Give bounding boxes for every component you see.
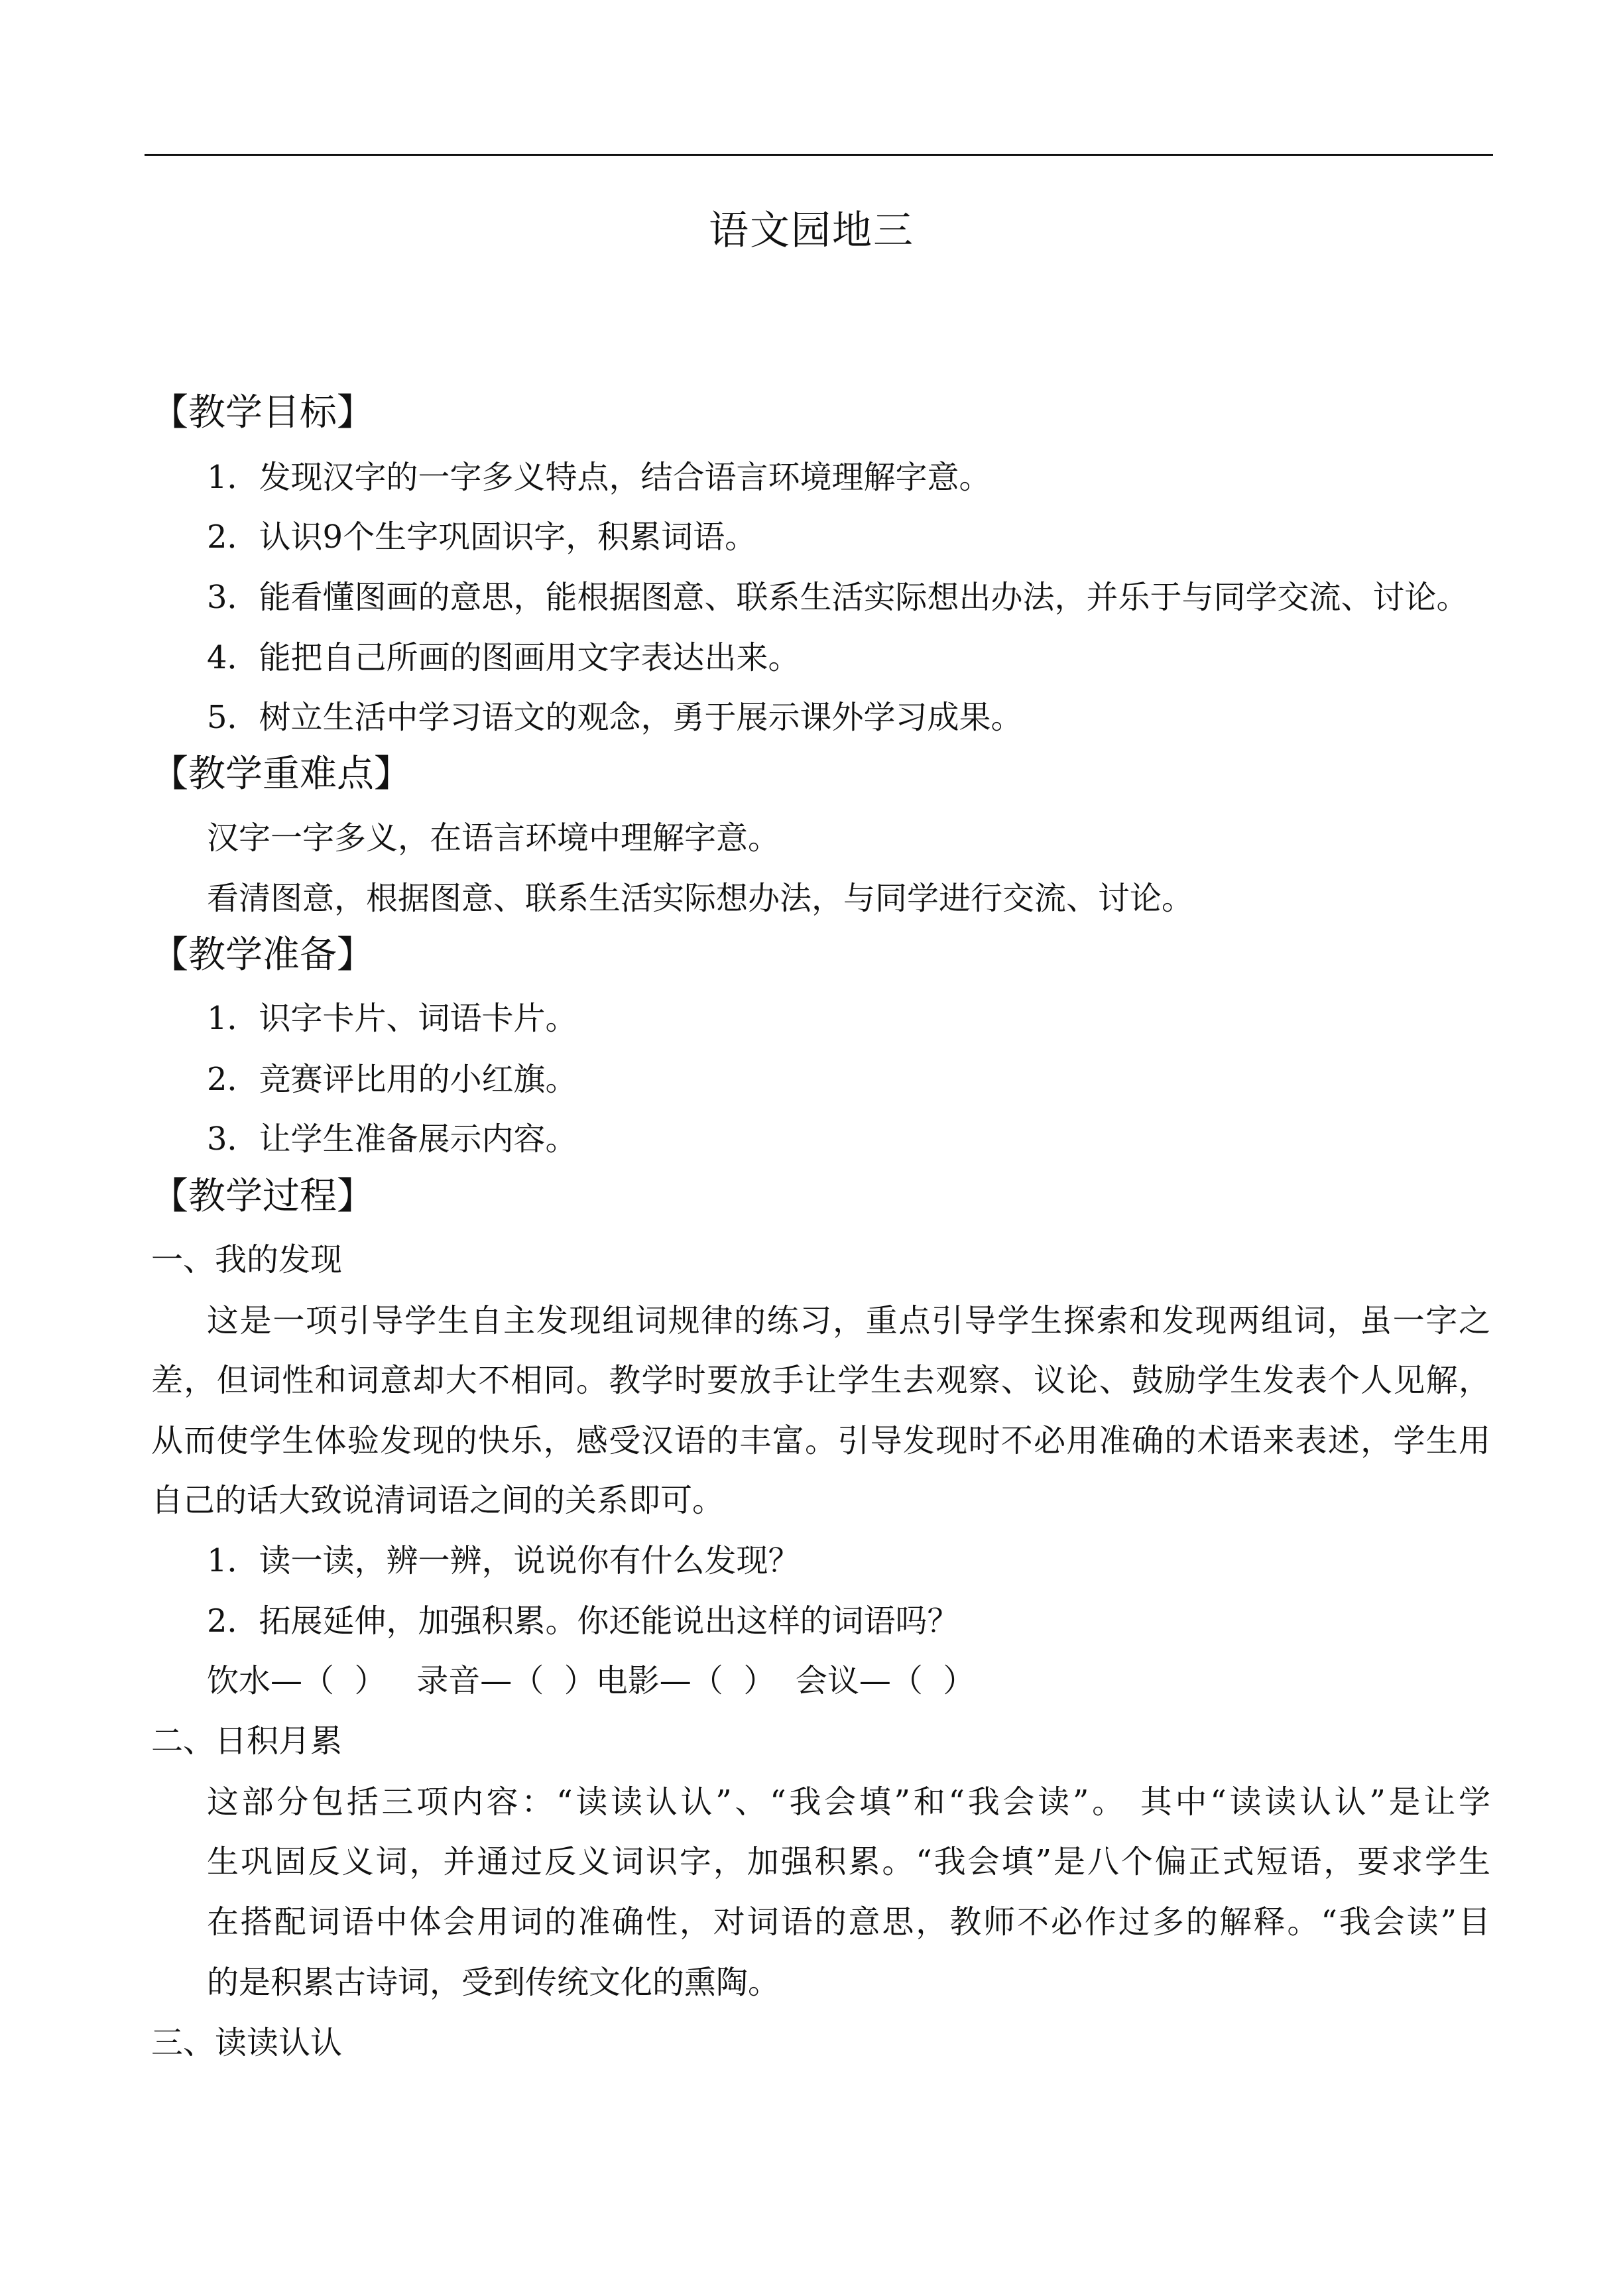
keypoints-heading: 【教学重难点】 [151,753,411,796]
goal-item: 4．能把自己所画的图画用文字表达出来。 [207,639,800,676]
keypoint-item: 汉字一字多义，在语言环境中理解字意。 [207,819,780,857]
section-title: 一、我的发现 [151,1241,343,1278]
paragraph-line: 从而使学生体验发现的快乐，感受汉语的丰富。引导发现时不必用准确的术语来表述，学生用 [151,1422,1490,1459]
paragraph-line: 生巩固反义词，并通过反义词识字，加强积累。“我会填”是八个偏正式短语，要求学生 [207,1843,1490,1880]
process-heading: 【教学过程】 [151,1175,374,1218]
paragraph-line: 这是一项引导学生自主发现组词规律的练习，重点引导学生探索和发现两组词，虽一字之 [207,1302,1490,1339]
paragraph-line: 这部分包括三项内容：“读读认认”、“我会填”和“我会读”。 其中“读读认认”是让学 [207,1783,1490,1821]
goals-heading: 【教学目标】 [151,391,374,434]
section-title: 三、读读认认 [151,2024,343,2061]
fill-blank-exercise: 饮水—（ ） 录音—（ ）电影—（ ） 会议—（ ） [207,1662,975,1699]
step-item: 2．拓展延伸，加强积累。你还能说出这样的词语吗？ [207,1602,959,1640]
keypoint-item: 看清图意，根据图意、联系生活实际想办法，与同学进行交流、讨论。 [207,880,1194,917]
prep-item: 1．识字卡片、词语卡片。 [207,1000,577,1037]
section-title: 二、日积月累 [151,1722,343,1760]
paragraph-line: 自己的话大致说清词语之间的关系即可。 [151,1482,725,1519]
prep-heading: 【教学准备】 [151,934,374,977]
header-rule [145,154,1493,156]
prep-item: 2．竞赛评比用的小红旗。 [207,1061,577,1098]
goal-item: 5．树立生活中学习语文的观念，勇于展示课外学习成果。 [207,699,1023,736]
prep-item: 3．让学生准备展示内容。 [207,1120,577,1158]
paragraph-line: 差，但词性和词意却大不相同。教学时要放手让学生去观察、议论、鼓励学生发表个人见解， [151,1362,1490,1399]
step-item: 1．读一读，辨一辨，说说你有什么发现？ [207,1542,800,1579]
goal-item: 3．能看懂图画的意思，能根据图意、联系生活实际想出办法，并乐于与同学交流、讨论。 [207,579,1469,616]
page-title: 语文园地三 [709,208,914,254]
goal-item: 1．发现汉字的一字多义特点，结合语言环境理解字意。 [207,459,991,496]
goal-item: 2．认识9个生字巩固识字，积累词语。 [207,518,757,556]
paragraph-line: 的是积累古诗词，受到传统文化的熏陶。 [207,1964,780,2001]
paragraph-line: 在搭配词语中体会用词的准确性，对词语的意思，教师不必作过多的解释。“我会读”目 [207,1903,1490,1941]
